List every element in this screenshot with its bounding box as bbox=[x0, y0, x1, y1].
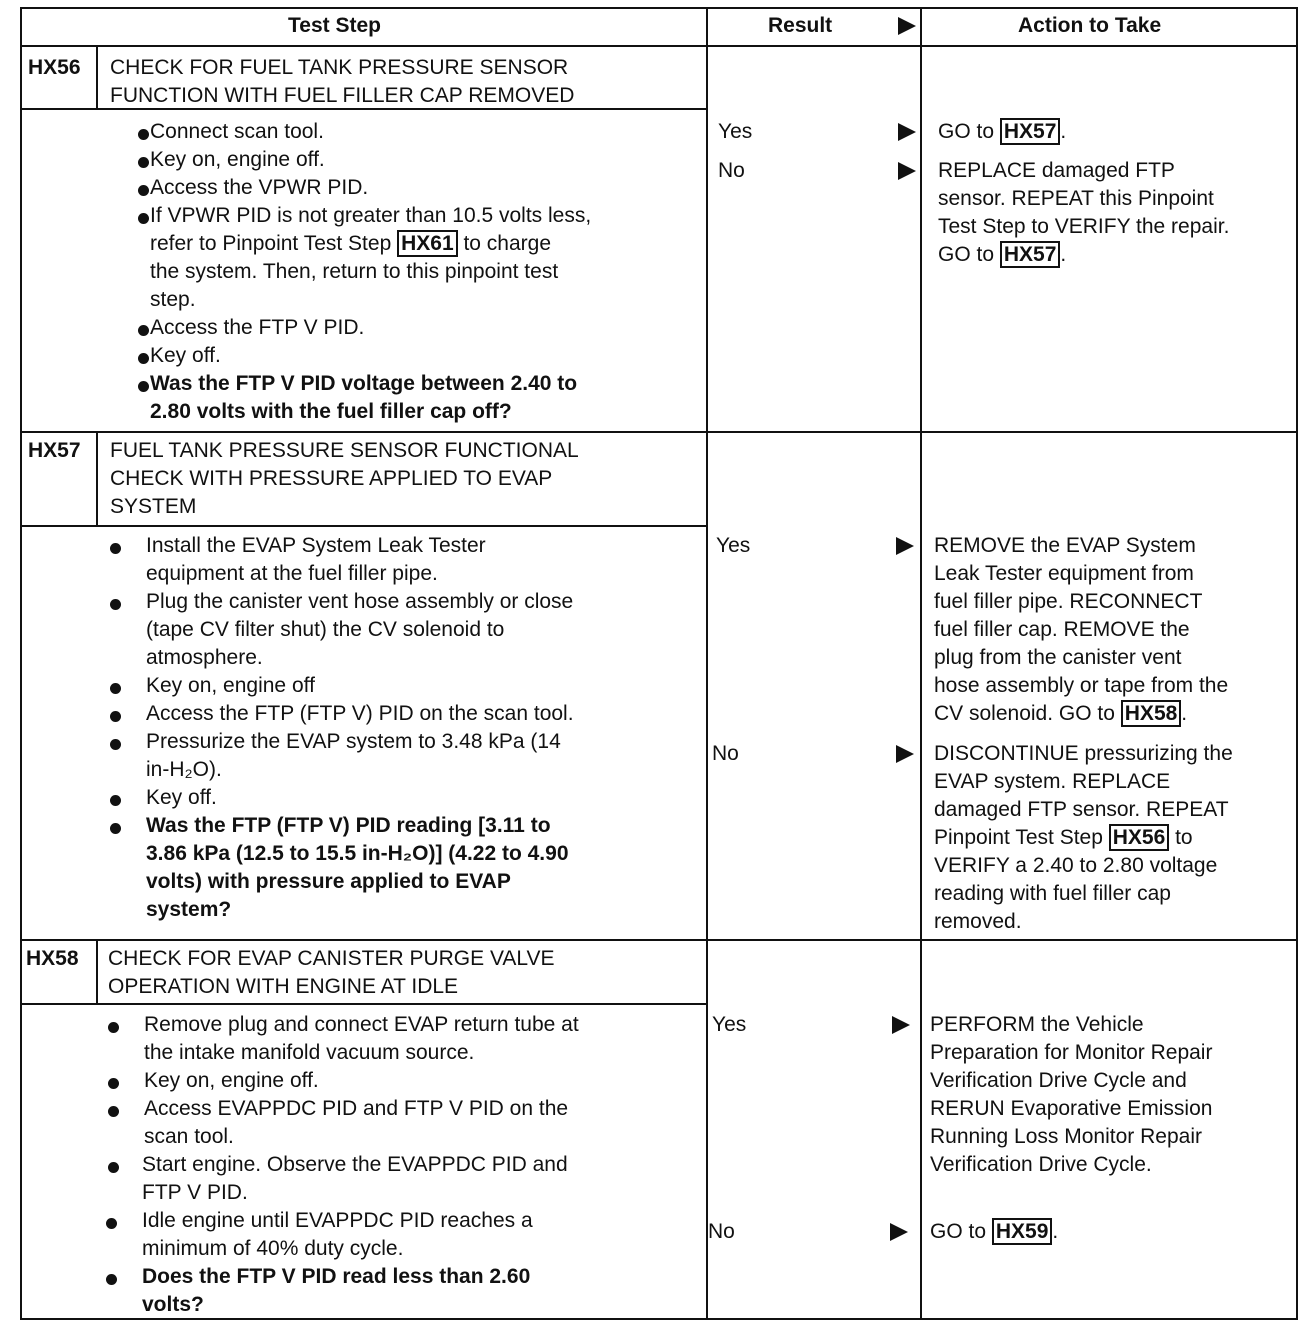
bullet-icon bbox=[138, 381, 149, 392]
action-line: GO to HX59 . bbox=[930, 1220, 1059, 1243]
arrow-icon bbox=[898, 123, 916, 141]
instruction-line: atmosphere. bbox=[146, 646, 263, 669]
ref-hx56-link[interactable]: HX56 bbox=[1109, 824, 1170, 851]
instruction-line: Connect scan tool. bbox=[150, 120, 324, 143]
bullet-icon bbox=[110, 795, 121, 806]
action-line: Verification Drive Cycle and bbox=[930, 1069, 1187, 1092]
result-yes: Yes bbox=[716, 534, 751, 557]
action-line: EVAP system. REPLACE bbox=[934, 770, 1171, 793]
ref-hx61-link[interactable]: HX61 bbox=[397, 230, 458, 257]
bullet-icon bbox=[110, 739, 121, 750]
action-line: Leak Tester equipment from bbox=[934, 562, 1194, 585]
action-line: fuel filler pipe. RECONNECT bbox=[934, 590, 1203, 613]
result-no: No bbox=[718, 159, 745, 182]
instruction-line: Key on, engine off. bbox=[144, 1069, 319, 1092]
header-action: Action to Take bbox=[1018, 14, 1162, 37]
step-title-line: FUEL TANK PRESSURE SENSOR FUNCTIONAL bbox=[110, 439, 579, 462]
header-test-step: Test Step bbox=[288, 14, 381, 37]
ref-hx58-link[interactable]: HX58 bbox=[1121, 700, 1182, 727]
instruction-line: FTP V PID. bbox=[142, 1181, 248, 1204]
arrow-icon bbox=[890, 1223, 908, 1241]
action-line: PERFORM the Vehicle bbox=[930, 1013, 1144, 1036]
instruction-line: in-H₂O). bbox=[146, 758, 222, 781]
step-id-hx57: HX57 bbox=[28, 439, 81, 462]
bullet-icon bbox=[108, 1078, 119, 1089]
action-line: CV solenoid. GO to HX58 . bbox=[934, 702, 1188, 725]
step-title-line: CHECK FOR EVAP CANISTER PURGE VALVE bbox=[108, 947, 555, 970]
bullet-icon bbox=[110, 683, 121, 694]
arrow-icon bbox=[896, 537, 914, 555]
step-title-line: CHECK WITH PRESSURE APPLIED TO EVAP bbox=[110, 467, 553, 490]
action-line: hose assembly or tape from the bbox=[934, 674, 1229, 697]
action-line: REPLACE damaged FTP bbox=[938, 159, 1175, 182]
step-title-line: OPERATION WITH ENGINE AT IDLE bbox=[108, 975, 459, 998]
bullet-icon bbox=[138, 129, 149, 140]
action-line: REMOVE the EVAP System bbox=[934, 534, 1196, 557]
action-line: Running Loss Monitor Repair bbox=[930, 1125, 1202, 1148]
bullet-icon bbox=[108, 1106, 119, 1117]
step-title-line: SYSTEM bbox=[110, 495, 197, 518]
question-line: 2.80 volts with the fuel filler cap off? bbox=[150, 400, 512, 423]
bullet-icon bbox=[110, 543, 121, 554]
step-title-line: CHECK FOR FUEL TANK PRESSURE SENSOR bbox=[110, 56, 569, 79]
step-id-hx56: HX56 bbox=[28, 56, 81, 79]
action-line: VERIFY a 2.40 to 2.80 voltage bbox=[934, 854, 1218, 877]
action-line: Preparation for Monitor Repair bbox=[930, 1041, 1213, 1064]
bullet-icon bbox=[110, 823, 121, 834]
instruction-line: If VPWR PID is not greater than 10.5 volts less, bbox=[150, 204, 592, 227]
instruction-line: Access the VPWR PID. bbox=[150, 176, 369, 199]
bullet-icon bbox=[138, 157, 149, 168]
question-line: Was the FTP V PID voltage between 2.40 to bbox=[150, 372, 578, 395]
ref-hx57-link[interactable]: HX57 bbox=[1000, 118, 1061, 145]
action-line: reading with fuel filler cap bbox=[934, 882, 1171, 905]
instruction-line: Key off. bbox=[146, 786, 217, 809]
action-line: DISCONTINUE pressurizing the bbox=[934, 742, 1233, 765]
bullet-icon bbox=[138, 185, 149, 196]
instruction-line: scan tool. bbox=[144, 1125, 234, 1148]
result-yes: Yes bbox=[718, 120, 753, 143]
action-line: plug from the canister vent bbox=[934, 646, 1182, 669]
instruction-line: step. bbox=[150, 288, 196, 311]
bullet-icon bbox=[138, 325, 149, 336]
instruction-line: Start engine. Observe the EVAPPDC PID and bbox=[142, 1153, 568, 1176]
bullet-icon bbox=[110, 711, 121, 722]
question-line: Does the FTP V PID read less than 2.60 bbox=[142, 1265, 531, 1288]
ref-hx57-link[interactable]: HX57 bbox=[1000, 241, 1061, 268]
bullet-icon bbox=[106, 1274, 117, 1285]
action-line: GO to HX57 . bbox=[938, 243, 1067, 266]
instruction-line: Key on, engine off. bbox=[150, 148, 325, 171]
instruction-line: Access EVAPPDC PID and FTP V PID on the bbox=[144, 1097, 569, 1120]
instruction-line: (tape CV filter shut) the CV solenoid to bbox=[146, 618, 505, 641]
instruction-line: the system. Then, return to this pinpoint test bbox=[150, 260, 559, 283]
action-line: removed. bbox=[934, 910, 1022, 933]
bullet-icon bbox=[110, 599, 121, 610]
arrow-icon bbox=[896, 745, 914, 763]
instruction-line: Plug the canister vent hose assembly or close bbox=[146, 590, 574, 613]
instruction-line: Pressurize the EVAP system to 3.48 kPa (14 bbox=[146, 730, 561, 753]
instruction-line: Remove plug and connect EVAP return tube at bbox=[144, 1013, 579, 1036]
action-line: RERUN Evaporative Emission bbox=[930, 1097, 1213, 1120]
instruction-line: Key on, engine off bbox=[146, 674, 315, 697]
instruction-line: Idle engine until EVAPPDC PID reaches a bbox=[142, 1209, 533, 1232]
instruction-line: refer to Pinpoint Test Step HX61 to charge bbox=[150, 232, 552, 255]
question-line: Was the FTP (FTP V) PID reading [3.11 to bbox=[146, 814, 551, 837]
bullet-icon bbox=[138, 353, 149, 364]
question-line: volts) with pressure applied to EVAP bbox=[146, 870, 511, 893]
ref-hx59-link[interactable]: HX59 bbox=[992, 1218, 1053, 1245]
arrow-icon bbox=[892, 1016, 910, 1034]
result-no: No bbox=[708, 1220, 735, 1243]
action-line: Pinpoint Test Step HX56 to bbox=[934, 826, 1193, 849]
action-line: sensor. REPEAT this Pinpoint bbox=[938, 187, 1214, 210]
step-id-hx58: HX58 bbox=[26, 947, 79, 970]
result-no: No bbox=[712, 742, 739, 765]
result-yes: Yes bbox=[712, 1013, 747, 1036]
bullet-icon bbox=[106, 1218, 117, 1229]
action-line: Test Step to VERIFY the repair. bbox=[938, 215, 1230, 238]
instruction-line: Install the EVAP System Leak Tester bbox=[146, 534, 486, 557]
instruction-line: Access the FTP (FTP V) PID on the scan tool. bbox=[146, 702, 574, 725]
action-line: damaged FTP sensor. REPEAT bbox=[934, 798, 1229, 821]
pinpoint-test-table bbox=[20, 7, 1298, 1320]
header-result: Result bbox=[768, 14, 833, 37]
instruction-line: Access the FTP V PID. bbox=[150, 316, 365, 339]
action-line: fuel filler cap. REMOVE the bbox=[934, 618, 1190, 641]
instruction-line: the intake manifold vacuum source. bbox=[144, 1041, 475, 1064]
action-line: GO to HX57 . bbox=[938, 120, 1067, 143]
question-line: 3.86 kPa (12.5 to 15.5 in-H₂O)] (4.22 to 4.90 bbox=[146, 842, 569, 865]
header-arrow-icon bbox=[898, 17, 916, 35]
step-title-line: FUNCTION WITH FUEL FILLER CAP REMOVED bbox=[110, 84, 575, 107]
arrow-icon bbox=[898, 162, 916, 180]
question-line: system? bbox=[146, 898, 232, 921]
bullet-icon bbox=[108, 1162, 119, 1173]
action-line: Verification Drive Cycle. bbox=[930, 1153, 1152, 1176]
instruction-line: equipment at the fuel filler pipe. bbox=[146, 562, 438, 585]
instruction-line: Key off. bbox=[150, 344, 221, 367]
instruction-line: minimum of 40% duty cycle. bbox=[142, 1237, 404, 1260]
bullet-icon bbox=[108, 1022, 119, 1033]
bullet-icon bbox=[138, 213, 149, 224]
question-line: volts? bbox=[142, 1293, 204, 1316]
